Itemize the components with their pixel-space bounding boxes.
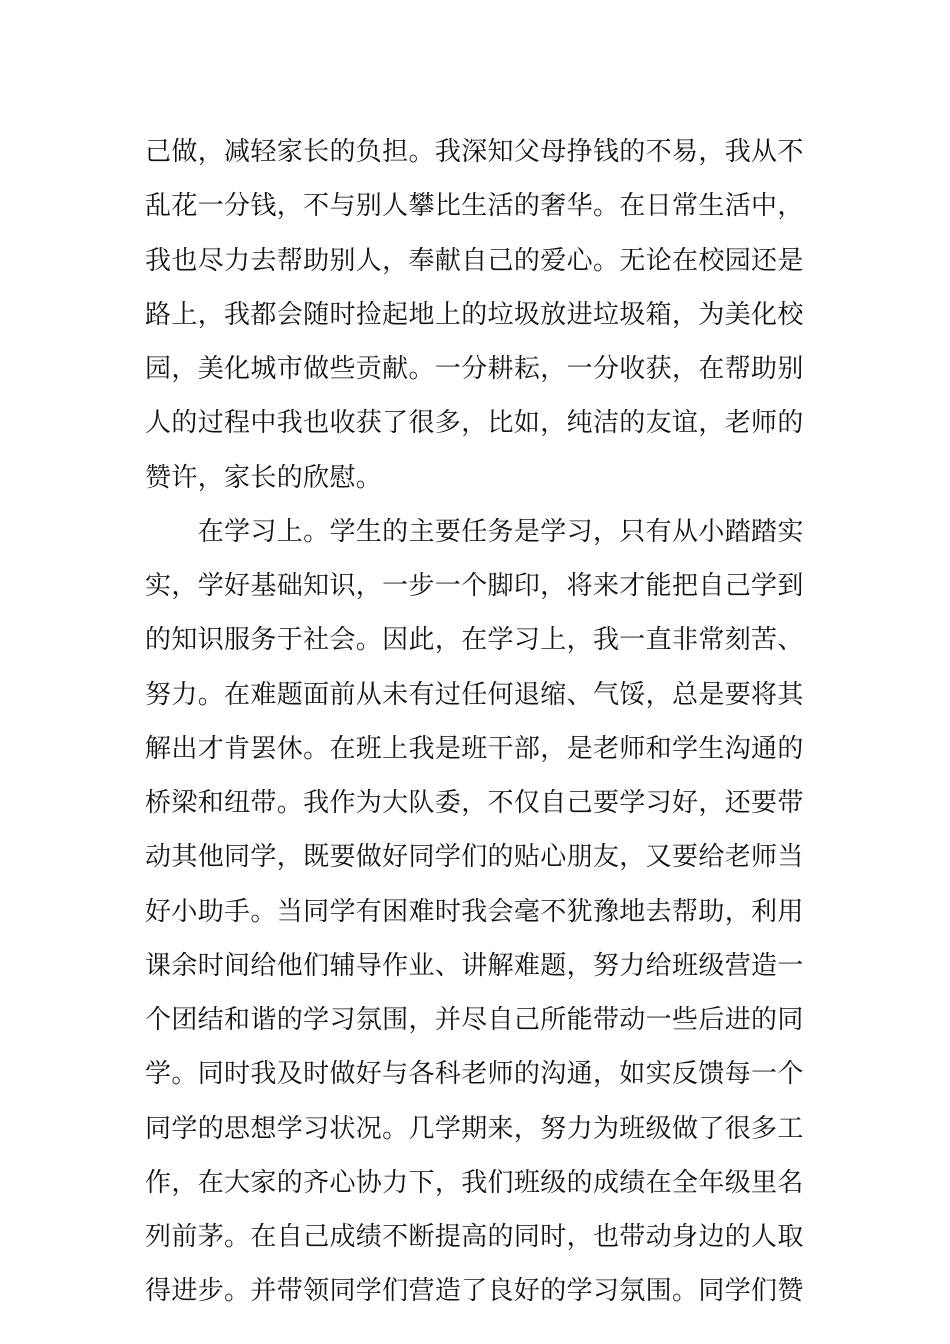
text-line: 个团结和谐的学习氛围，并尽自己所能带动一些后进的同 [145,1005,804,1035]
text-line: 课余时间给他们辅导作业、讲解难题，努力给班级营造一 [145,950,804,981]
text-line: 动其他同学，既要做好同学们的贴心朋友，又要给老师当 [145,842,804,873]
text-line: 路上，我都会随时捡起地上的垃圾放进垃圾箱，为美化校 [145,299,804,330]
text-line: 列前茅。在自己成绩不断提高的同时，也带动身边的人取 [145,1222,804,1252]
text-line: 同学的思想学习状况。几学期来，努力为班级做了很多工 [145,1113,804,1144]
text-line: 赞许，家长的欣慰。 [145,462,383,493]
body-text [145,125,810,1319]
text-line: 好小助手。当同学有困难时我会毫不犹豫地去帮助，利用 [145,896,804,927]
text-line: 园，美化城市做些贡献。一分耕耘，一分收获，在帮助别 [145,354,804,384]
text-line: 桥梁和纽带。我作为大队委，不仅自己要学习好，还要带 [145,788,804,818]
text-line: 人的过程中我也收获了很多，比如，纯洁的友谊，老师的 [145,408,804,439]
text-line: 实，学好基础知识，一步一个脚印，将来才能把自己学到 [145,571,804,601]
text-line: 解出才肯罢休。在班上我是班干部，是老师和学生沟通的 [145,733,804,764]
text-line: 己做，减轻家长的负担。我深知父母挣钱的不易，我从不 [145,137,804,167]
text-line: 作，在大家的齐心协力下，我们班级的成绩在全年级里名 [145,1167,804,1198]
text-line: 努力。在难题面前从未有过任何退缩、气馁，总是要将其 [145,679,804,710]
text-line: 得进步。并带领同学们营造了良好的学习氛围。同学们赞 [145,1276,804,1307]
text-line: 我也尽力去帮助别人，奉献自己的爱心。无论在校园还是 [145,245,804,276]
paragraph-start-line: 在学习上。学生的主要任务是学习，只有从小踏踏实 [145,516,804,547]
text-line: 乱花一分钱，不与别人攀比生活的奢华。在日常生活中， [145,191,804,222]
text-line: 的知识服务于社会。因此，在学习上，我一直非常刻苦、 [145,625,804,656]
text-line: 学。同时我及时做好与各科老师的沟通，如实反馈每一个 [145,1059,804,1090]
